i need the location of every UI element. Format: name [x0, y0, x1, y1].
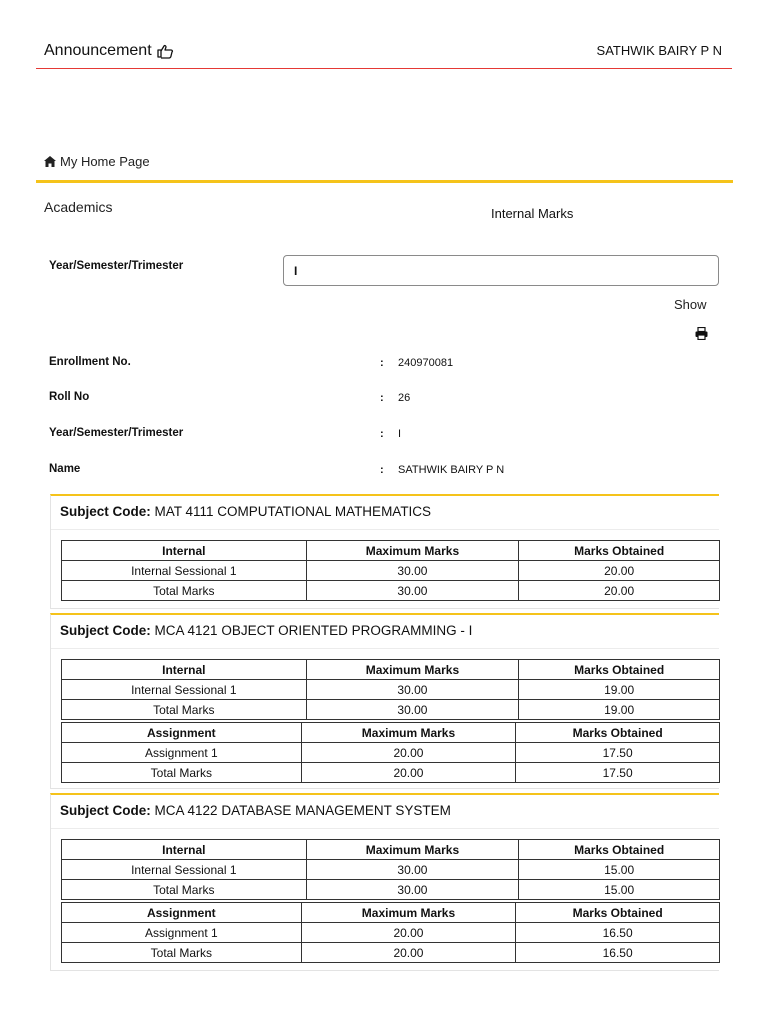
- table-cell: Internal Sessional 1: [62, 860, 307, 880]
- table-cell: 30.00: [306, 700, 519, 720]
- table-row: [62, 880, 720, 900]
- subject-card: [50, 793, 719, 971]
- column-header: Internal: [62, 541, 307, 561]
- internal-marks-table: [61, 540, 720, 601]
- semester-label: Year/Semester/Trimester: [49, 427, 184, 439]
- semester-select-label: Year/Semester/Trimester: [49, 260, 184, 272]
- table-cell: 20.00: [301, 923, 516, 943]
- table-cell: Assignment 1: [62, 923, 302, 943]
- academics-heading: Academics: [44, 199, 113, 215]
- column-header: Marks Obtained: [516, 723, 720, 743]
- table-cell: Total Marks: [62, 943, 302, 963]
- table-row: [62, 581, 720, 601]
- column-header: Marks Obtained: [519, 541, 720, 561]
- home-icon: [44, 156, 56, 167]
- name-value: SATHWIK BAIRY P N: [398, 464, 505, 476]
- column-header: Internal: [62, 660, 307, 680]
- table-cell: Total Marks: [62, 763, 302, 783]
- table-cell: 20.00: [301, 943, 516, 963]
- column-header: Assignment: [62, 903, 302, 923]
- table-cell: 30.00: [306, 561, 519, 581]
- subject-card: [50, 494, 719, 609]
- assignment-marks-table: [61, 722, 720, 783]
- table-cell: 19.00: [519, 680, 720, 700]
- table-row: [62, 743, 720, 763]
- page-title: Internal Marks: [491, 206, 574, 221]
- table-header-row: [62, 840, 720, 860]
- hand-pointing-icon: [156, 43, 174, 59]
- print-icon[interactable]: [695, 327, 708, 340]
- column-header: Maximum Marks: [301, 723, 516, 743]
- column-header: Marks Obtained: [519, 660, 720, 680]
- table-cell: 17.50: [516, 743, 720, 763]
- subject-card: [50, 613, 719, 789]
- table-row: [62, 923, 720, 943]
- table-cell: 16.50: [516, 923, 720, 943]
- column-header: Maximum Marks: [306, 541, 519, 561]
- show-button[interactable]: Show: [674, 297, 707, 312]
- home-link-label: My Home Page: [60, 154, 150, 169]
- table-cell: Total Marks: [62, 700, 307, 720]
- table-cell: 17.50: [516, 763, 720, 783]
- column-header: Maximum Marks: [306, 840, 519, 860]
- table-row: [62, 860, 720, 880]
- table-cell: Total Marks: [62, 581, 307, 601]
- column-header: Assignment: [62, 723, 302, 743]
- column-header: Internal: [62, 840, 307, 860]
- section-divider: [36, 180, 733, 183]
- column-header: Maximum Marks: [301, 903, 516, 923]
- table-header-row: [62, 660, 720, 680]
- table-cell: 15.00: [519, 880, 720, 900]
- table-header-row: [62, 903, 720, 923]
- table-cell: 20.00: [301, 763, 516, 783]
- assignment-marks-table: [61, 902, 720, 963]
- enrollment-separator: :: [380, 357, 384, 369]
- table-header-row: [62, 723, 720, 743]
- table-cell: 30.00: [306, 581, 519, 601]
- table-cell: 20.00: [519, 581, 720, 601]
- enrollment-value: 240970081: [398, 357, 454, 369]
- table-cell: 30.00: [306, 880, 519, 900]
- internal-marks-table: [61, 839, 720, 900]
- table-cell: 30.00: [306, 860, 519, 880]
- subject-heading: [51, 615, 719, 649]
- user-name[interactable]: SATHWIK BAIRY P N: [596, 43, 722, 58]
- roll-value: 26: [398, 392, 411, 404]
- subject-heading: [51, 496, 719, 530]
- table-cell: Internal Sessional 1: [62, 561, 307, 581]
- table-cell: 19.00: [519, 700, 720, 720]
- table-cell: 16.50: [516, 943, 720, 963]
- table-cell: Internal Sessional 1: [62, 680, 307, 700]
- table-row: [62, 700, 720, 720]
- subject-title: MAT 4111 COMPUTATIONAL MATHEMATICS: [154, 504, 432, 519]
- name-label: Name: [49, 463, 81, 475]
- top-navbar: [36, 0, 732, 69]
- subject-code-label: Subject Code:: [60, 623, 151, 638]
- table-cell: 20.00: [519, 561, 720, 581]
- subject-title: MCA 4121 OBJECT ORIENTED PROGRAMMING - I: [154, 623, 473, 638]
- table-row: [62, 763, 720, 783]
- table-cell: 30.00: [306, 680, 519, 700]
- column-header: Maximum Marks: [306, 660, 519, 680]
- internal-marks-table: [61, 659, 720, 720]
- column-header: Marks Obtained: [516, 903, 720, 923]
- table-row: [62, 680, 720, 700]
- semester-value: I: [398, 428, 402, 440]
- name-separator: :: [380, 464, 384, 476]
- enrollment-label: Enrollment No.: [49, 356, 131, 368]
- table-cell: Assignment 1: [62, 743, 302, 763]
- table-row: [62, 943, 720, 963]
- semester-select[interactable]: I: [283, 255, 719, 286]
- announcement-label: Announcement: [44, 42, 152, 59]
- table-cell: Total Marks: [62, 880, 307, 900]
- subject-code-label: Subject Code:: [60, 504, 151, 519]
- subject-code-label: Subject Code:: [60, 803, 151, 818]
- column-header: Marks Obtained: [519, 840, 720, 860]
- semester-separator: :: [380, 428, 384, 440]
- home-breadcrumb[interactable]: [44, 154, 150, 169]
- table-cell: 15.00: [519, 860, 720, 880]
- subject-title: MCA 4122 DATABASE MANAGEMENT SYSTEM: [154, 803, 451, 818]
- announcement-link[interactable]: [44, 42, 174, 60]
- subject-heading: [51, 795, 719, 829]
- table-cell: 20.00: [301, 743, 516, 763]
- table-row: [62, 561, 720, 581]
- roll-separator: :: [380, 392, 384, 404]
- table-header-row: [62, 541, 720, 561]
- roll-label: Roll No: [49, 391, 90, 403]
